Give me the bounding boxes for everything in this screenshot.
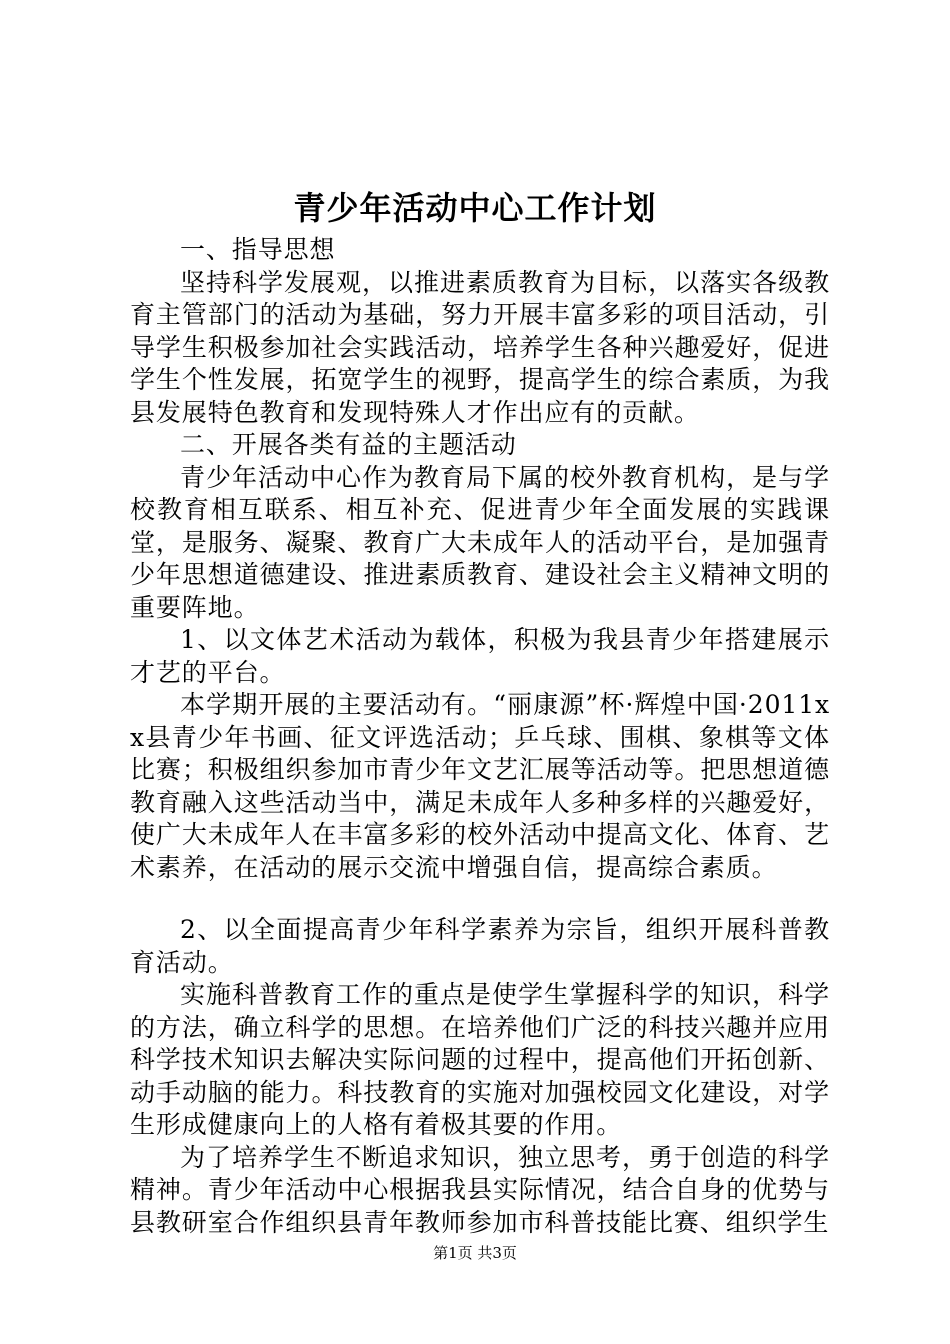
- paragraph-science-education: 实施科普教育工作的重点是使学生掌握科学的知识，科学的方法，确立科学的思想。在培养他们广泛的科技兴趣并应用科学技术知识去解决实际问题的过程中，提高他们开拓创新、动手动脑的能力。科技教育的实施对加强校园文化建设，对学生形成健康向上的人格有着极其要的作用。: [130, 980, 830, 1139]
- document-body: [130, 234, 830, 1239]
- section-heading-guiding-ideology: 一、指导思想: [180, 235, 336, 264]
- paragraph-science-spirit: 为了培养学生不断追求知识，独立思考，勇于创造的科学精神。青少年活动中心根据我县实际情况，结合自身的优势与县教研室合作组织县青年教师参加市科普技能比赛、组织学生: [130, 1142, 830, 1237]
- paragraph-guiding-ideology: 坚持科学发展观，以推进素质教育为目标，以落实各级教育主管部门的活动为基础，努力开展丰富多彩的项目活动，引导学生积极参加社会实践活动，培养学生各种兴趣爱好，促进学生个性发展，拓宽学生的视野，提高学生的综合素质，为我县发展特色教育和发现特殊人才作出应有的贡献。: [130, 267, 830, 427]
- document-title: 青少年活动中心工作计划: [293, 189, 657, 227]
- subheading-science-education: 2、以全面提高青少年科学素养为宗旨，组织开展科普教育活动。: [130, 915, 830, 977]
- paragraph-center-role: 青少年活动中心作为教育局下属的校外教育机构，是与学校教育相互联系、相互补充、促进青少年全面发展的实践课堂，是服务、凝聚、教育广大未成年人的活动平台，是加强青少年思想道德建设、推进素质教育、建设社会主义精神文明的重要阵地。: [130, 462, 830, 622]
- section-heading-theme-activities: 二、开展各类有益的主题活动: [180, 430, 517, 459]
- subheading-arts-activities: 1、以文体艺术活动为载体，积极为我县青少年搭建展示才艺的平台。: [130, 625, 830, 687]
- page-number: 第1页 共3页: [433, 1244, 517, 1262]
- paragraph-arts-activities: 本学期开展的主要活动有。“丽康源”杯·辉煌中国·2011xx县青少年书画、征文评选活动；乒乓球、围棋、象棋等文体比赛；积极组织参加市青少年文艺汇展等活动等。把思想道德教育融入这些活动当中，满足未成年人多种多样的兴趣爱好，使广大未成年人在丰富多彩的校外活动中提高文化、体育、艺术素养，在活动的展示交流中增强自信，提高综合素质。: [130, 690, 830, 882]
